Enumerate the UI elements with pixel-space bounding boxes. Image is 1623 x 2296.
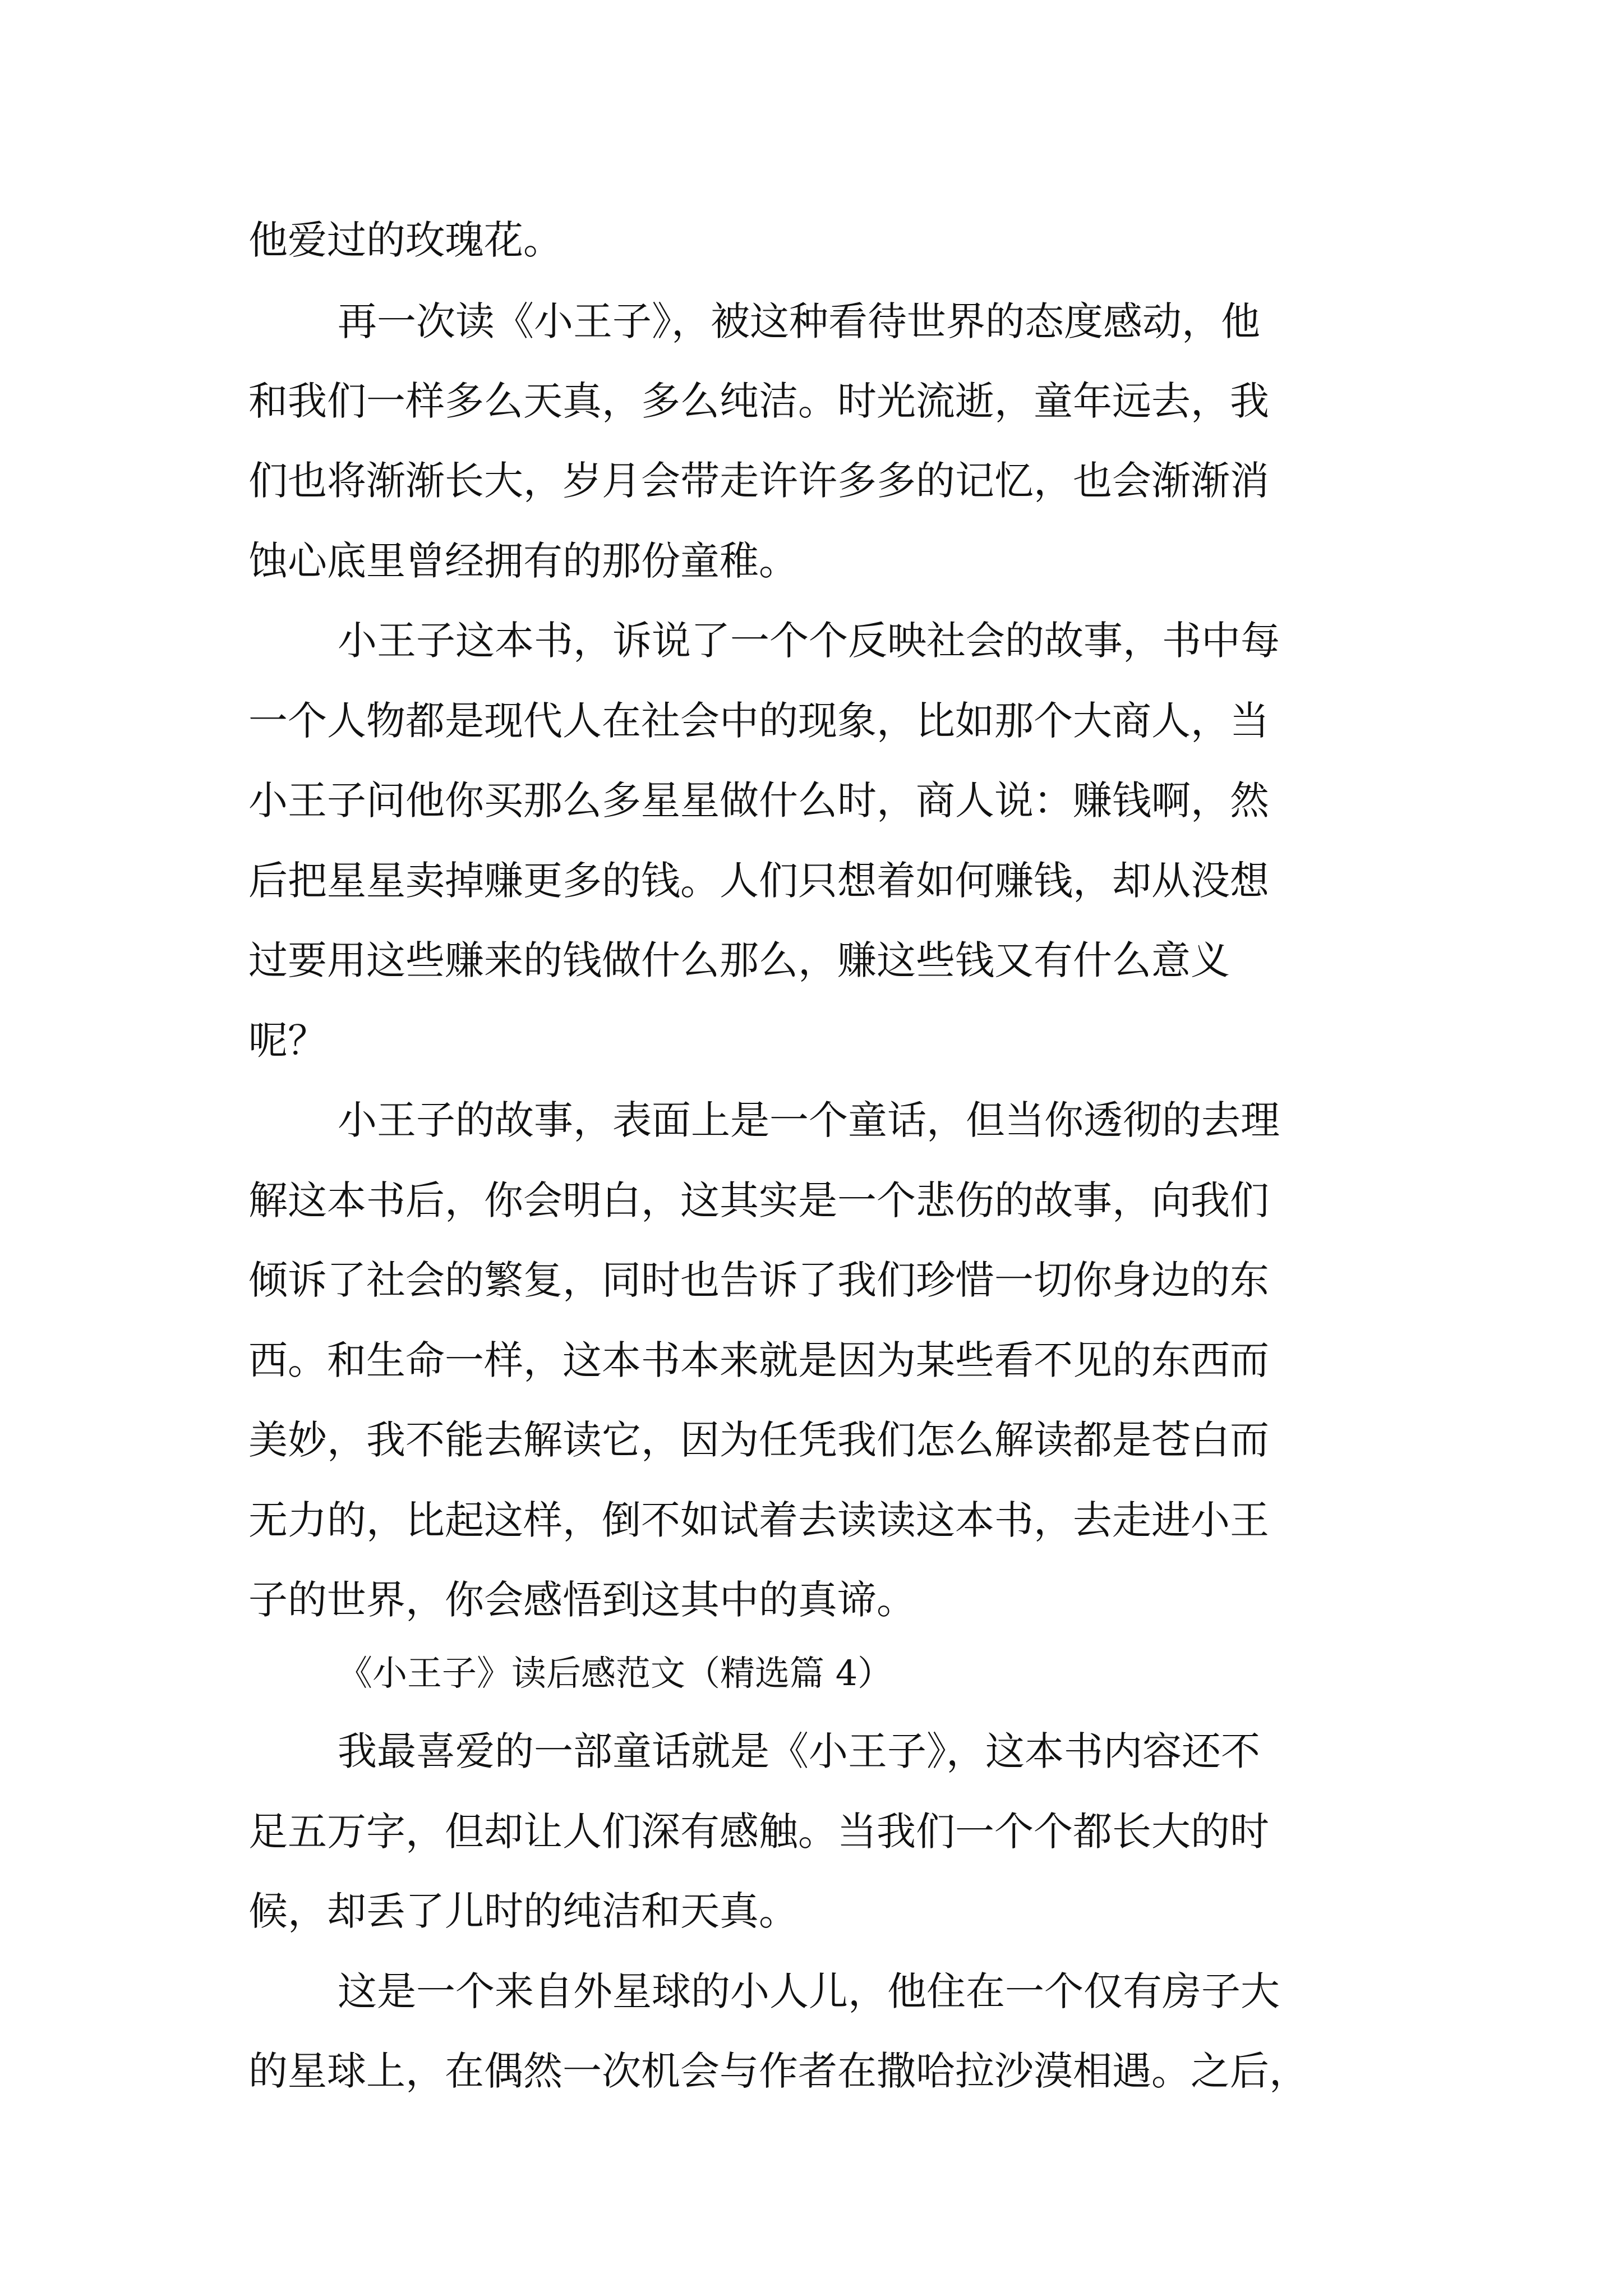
text-line: 后把星星卖掉赚更多的钱。人们只想着如何赚钱，却从没想 bbox=[248, 858, 1269, 904]
section-heading: 《小王子》读后感范文（精选篇 4） bbox=[338, 1653, 893, 1694]
text-line: 解这本书后，你会明白，这其实是一个悲伤的故事，向我们 bbox=[248, 1177, 1269, 1223]
text-line: 过要用这些赚来的钱做什么那么，赚这些钱又有什么意义 bbox=[248, 937, 1230, 983]
text-line: 再一次读《小王子》，被这种看待世界的态度感动，他 bbox=[338, 298, 1260, 344]
text-line: 无力的，比起这样，倒不如试着去读读这本书，去走进小王 bbox=[248, 1497, 1269, 1543]
text-line: 倾诉了社会的繁复，同时也告诉了我们珍惜一切你身边的东 bbox=[248, 1257, 1269, 1303]
text-line: 小王子问他你买那么多星星做什么时，商人说：赚钱啊，然 bbox=[248, 777, 1269, 823]
text-line: 候，却丢了儿时的纯洁和天真。 bbox=[248, 1888, 798, 1934]
text-line: 们也将渐渐长大，岁月会带走许许多多的记忆，也会渐渐消 bbox=[248, 458, 1269, 504]
text-line: 美妙，我不能去解读它，因为任凭我们怎么解读都是苍白而 bbox=[248, 1417, 1269, 1463]
text-line: 子的世界，你会感悟到这其中的真谛。 bbox=[248, 1577, 916, 1623]
text-line: 他爱过的玫瑰花。 bbox=[248, 217, 562, 263]
text-line: 和我们一样多么天真，多么纯洁。时光流逝，童年远去，我 bbox=[248, 378, 1269, 424]
text-line: 的星球上，在偶然一次机会与作者在撒哈拉沙漠相遇。之后， bbox=[248, 2048, 1308, 2094]
text-line: 足五万字，但却让人们深有感触。当我们一个个都长大的时 bbox=[248, 1809, 1269, 1855]
text-line: 我最喜爱的一部童话就是《小王子》，这本书内容还不 bbox=[338, 1728, 1260, 1774]
text-line: 小王子的故事，表面上是一个童话，但当你透彻的去理 bbox=[338, 1097, 1280, 1143]
text-line: 西。和生命一样，这本书本来就是因为某些看不见的东西而 bbox=[248, 1337, 1269, 1383]
text-line: 小王子这本书，诉说了一个个反映社会的故事，书中每 bbox=[338, 618, 1280, 664]
text-line: 呢？ bbox=[248, 1018, 327, 1064]
text-line: 这是一个来自外星球的小人儿，他住在一个仅有房子大 bbox=[338, 1968, 1280, 2014]
text-line: 一个人物都是现代人在社会中的现象，比如那个大商人，当 bbox=[248, 698, 1269, 744]
text-line: 蚀心底里曾经拥有的那份童稚。 bbox=[248, 538, 798, 584]
